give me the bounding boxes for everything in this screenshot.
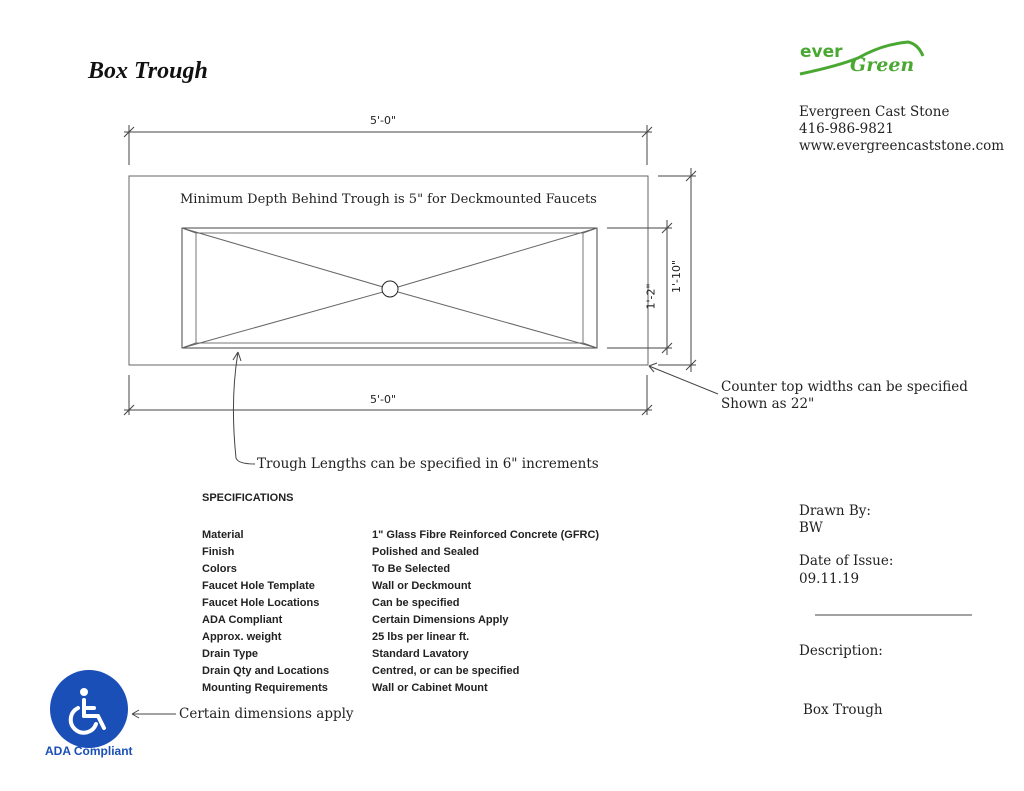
bottom-dimension-label: 5'-0" xyxy=(370,393,397,406)
ada-label: ADA Compliant xyxy=(45,744,133,758)
inner-depth-dimension-line xyxy=(607,220,672,355)
spec-value: 25 lbs per linear ft. xyxy=(372,631,470,643)
specifications-heading: SPECIFICATIONS xyxy=(202,492,294,504)
spec-row xyxy=(202,612,599,629)
outer-depth-label: 1'-10" xyxy=(670,259,684,294)
spec-label: Drain Qty and Locations xyxy=(202,665,330,677)
spec-value: Centred, or can be specified xyxy=(372,665,520,677)
length-note: Trough Lengths can be specified in 6" increments xyxy=(257,456,599,472)
spec-label: Colors xyxy=(202,563,237,575)
spec-label: ADA Compliant xyxy=(202,614,283,626)
logo-text-bottom: Green xyxy=(850,54,915,76)
spec-value: Can be specified xyxy=(372,597,460,609)
spec-value: To Be Selected xyxy=(372,563,451,575)
company-website: www.evergreencaststone.com xyxy=(799,138,1005,154)
spec-value: Certain Dimensions Apply xyxy=(372,614,509,626)
spec-row xyxy=(202,527,599,544)
description-label: Description: xyxy=(799,643,883,659)
width-note-leader xyxy=(649,363,718,394)
spec-label: Approx. weight xyxy=(202,631,282,643)
spec-row xyxy=(202,595,599,612)
spec-label: Material xyxy=(202,529,244,541)
width-note xyxy=(721,379,968,413)
spec-row xyxy=(202,629,599,646)
ada-note-arrow xyxy=(132,710,176,718)
top-dimension-label: 5'-0" xyxy=(370,114,397,127)
spec-label: Mounting Requirements xyxy=(202,682,328,694)
company-phone: 416-986-9821 xyxy=(799,121,895,137)
spec-value: Standard Lavatory xyxy=(372,648,469,660)
logo-text-top: ever xyxy=(800,42,843,62)
width-note-line1: Counter top widths can be specified xyxy=(721,379,968,395)
spec-value: Polished and Sealed xyxy=(372,546,479,558)
spec-label: Faucet Hole Template xyxy=(202,580,315,592)
description-value: Box Trough xyxy=(803,702,883,718)
spec-row xyxy=(202,646,599,663)
spec-row xyxy=(202,680,599,697)
specifications-table xyxy=(202,527,599,697)
top-dimension-line xyxy=(124,125,652,165)
spec-row xyxy=(202,663,599,680)
spec-row xyxy=(202,578,599,595)
date-value: 09.11.19 xyxy=(799,571,860,587)
date-label: Date of Issue: xyxy=(799,553,894,569)
company-name: Evergreen Cast Stone xyxy=(799,104,950,120)
spec-row xyxy=(202,544,599,561)
spec-row xyxy=(202,561,599,578)
drawn-by-label: Drawn By: xyxy=(799,503,871,519)
spec-label: Finish xyxy=(202,546,235,558)
length-note-leader xyxy=(233,352,255,464)
page-title: Box Trough xyxy=(88,58,208,84)
spec-value: 1" Glass Fibre Reinforced Concrete (GFRC) xyxy=(372,529,600,541)
width-note-line2: Shown as 22" xyxy=(721,396,815,412)
drawn-by-value: BW xyxy=(799,520,823,536)
spec-label: Faucet Hole Locations xyxy=(202,597,320,609)
drain-hole xyxy=(382,281,398,297)
spec-value: Wall or Cabinet Mount xyxy=(372,682,488,694)
spec-label: Drain Type xyxy=(202,648,259,660)
inner-depth-label: 1'-2" xyxy=(644,283,658,310)
depth-note: Minimum Depth Behind Trough is 5" for Deckmounted Faucets xyxy=(180,192,597,207)
ada-note: Certain dimensions apply xyxy=(179,706,354,722)
ada-wheelchair-icon xyxy=(50,670,128,748)
spec-value: Wall or Deckmount xyxy=(372,580,472,592)
